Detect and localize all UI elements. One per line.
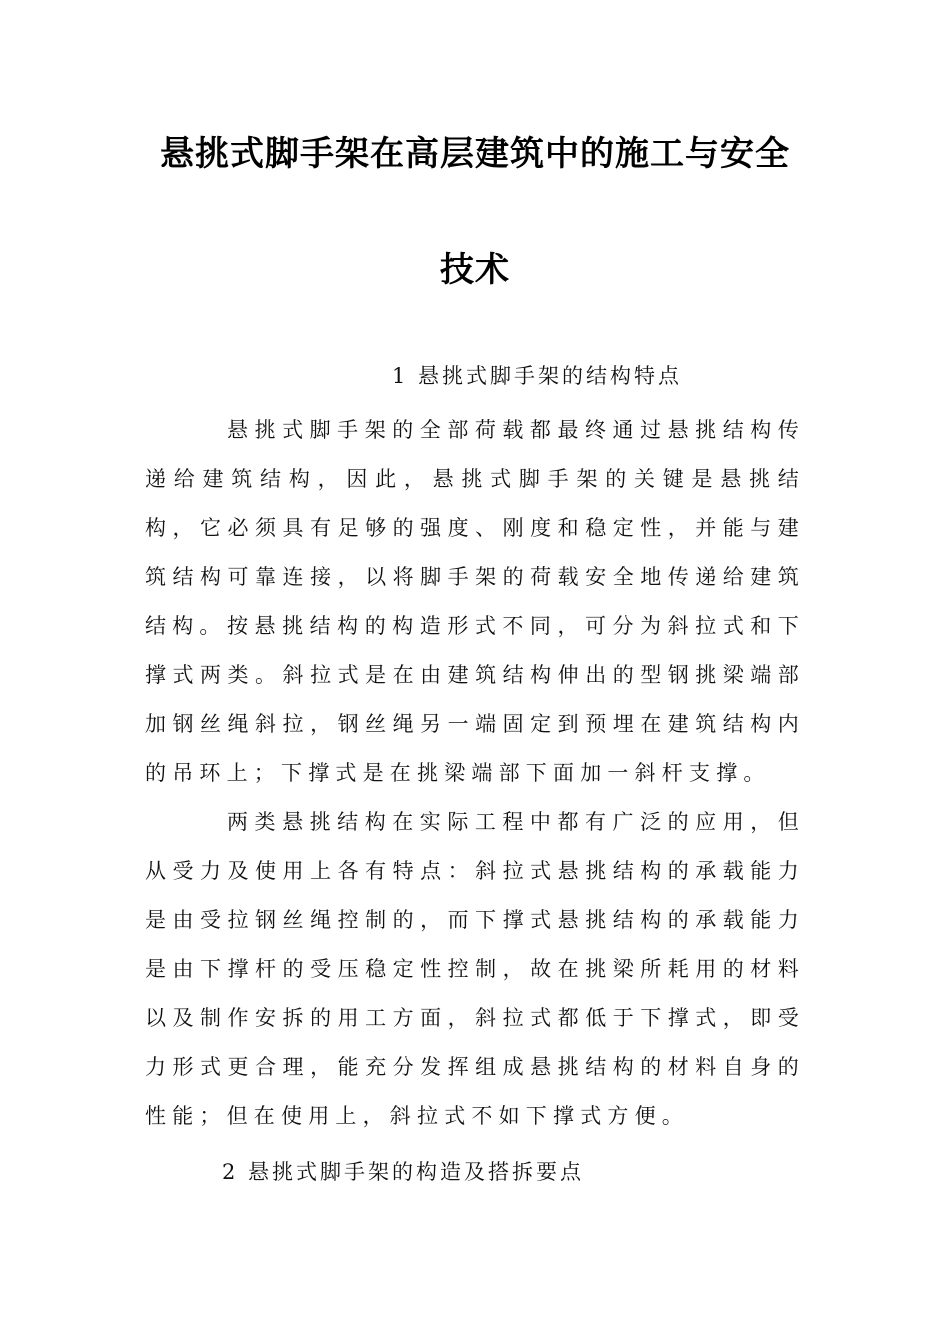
paragraph-3: 两类悬挑结构在实际工程中都有广泛的应用，但从受力及使用上各有特点：斜拉式悬挑结构的承载能力是由受拉钢丝绳控制的，而下撑式悬挑结构的承载能力是由下撑杆的受压稳定性控制，故在挑梁所耗用的材料以及制作安拆的用工方面，斜拉式都低于下撑式，即受力形式更合理，能充分发挥组成悬挑结构的材料自身的性能；但在使用上，斜拉式不如下撑式方便。 [145,810,805,1128]
document-title-line-2: 技术 [440,250,510,290]
paragraph-1: 悬挑式脚手架的全部荷载都最终通过悬挑结构传递给建筑结构，因此，悬挑式脚手架的关键是悬挑结构，它必须具有足够的强度、刚度和稳定性，并能与建筑结构可靠连接，以将脚手架的荷载安全地传递给建筑结构。 [145,418,805,638]
section-1-heading: 1 悬挑式脚手架的结构特点 [392,364,683,388]
paragraph-2: 按悬挑结构的构造形式不同，可分为斜拉式和下撑式两类。斜拉式是在由建筑结构伸出的型钢挑梁端部加钢丝绳斜拉，钢丝绳另一端固定到预埋在建筑结构内的吊环上；下撑式是在挑梁端部下面加一斜杆支撑。 [145,614,805,785]
section-2-heading: 2 悬挑式脚手架的构造及搭拆要点 [222,1160,585,1184]
document-title-line-1: 悬挑式脚手架在高层建筑中的施工与安全 [160,134,790,174]
